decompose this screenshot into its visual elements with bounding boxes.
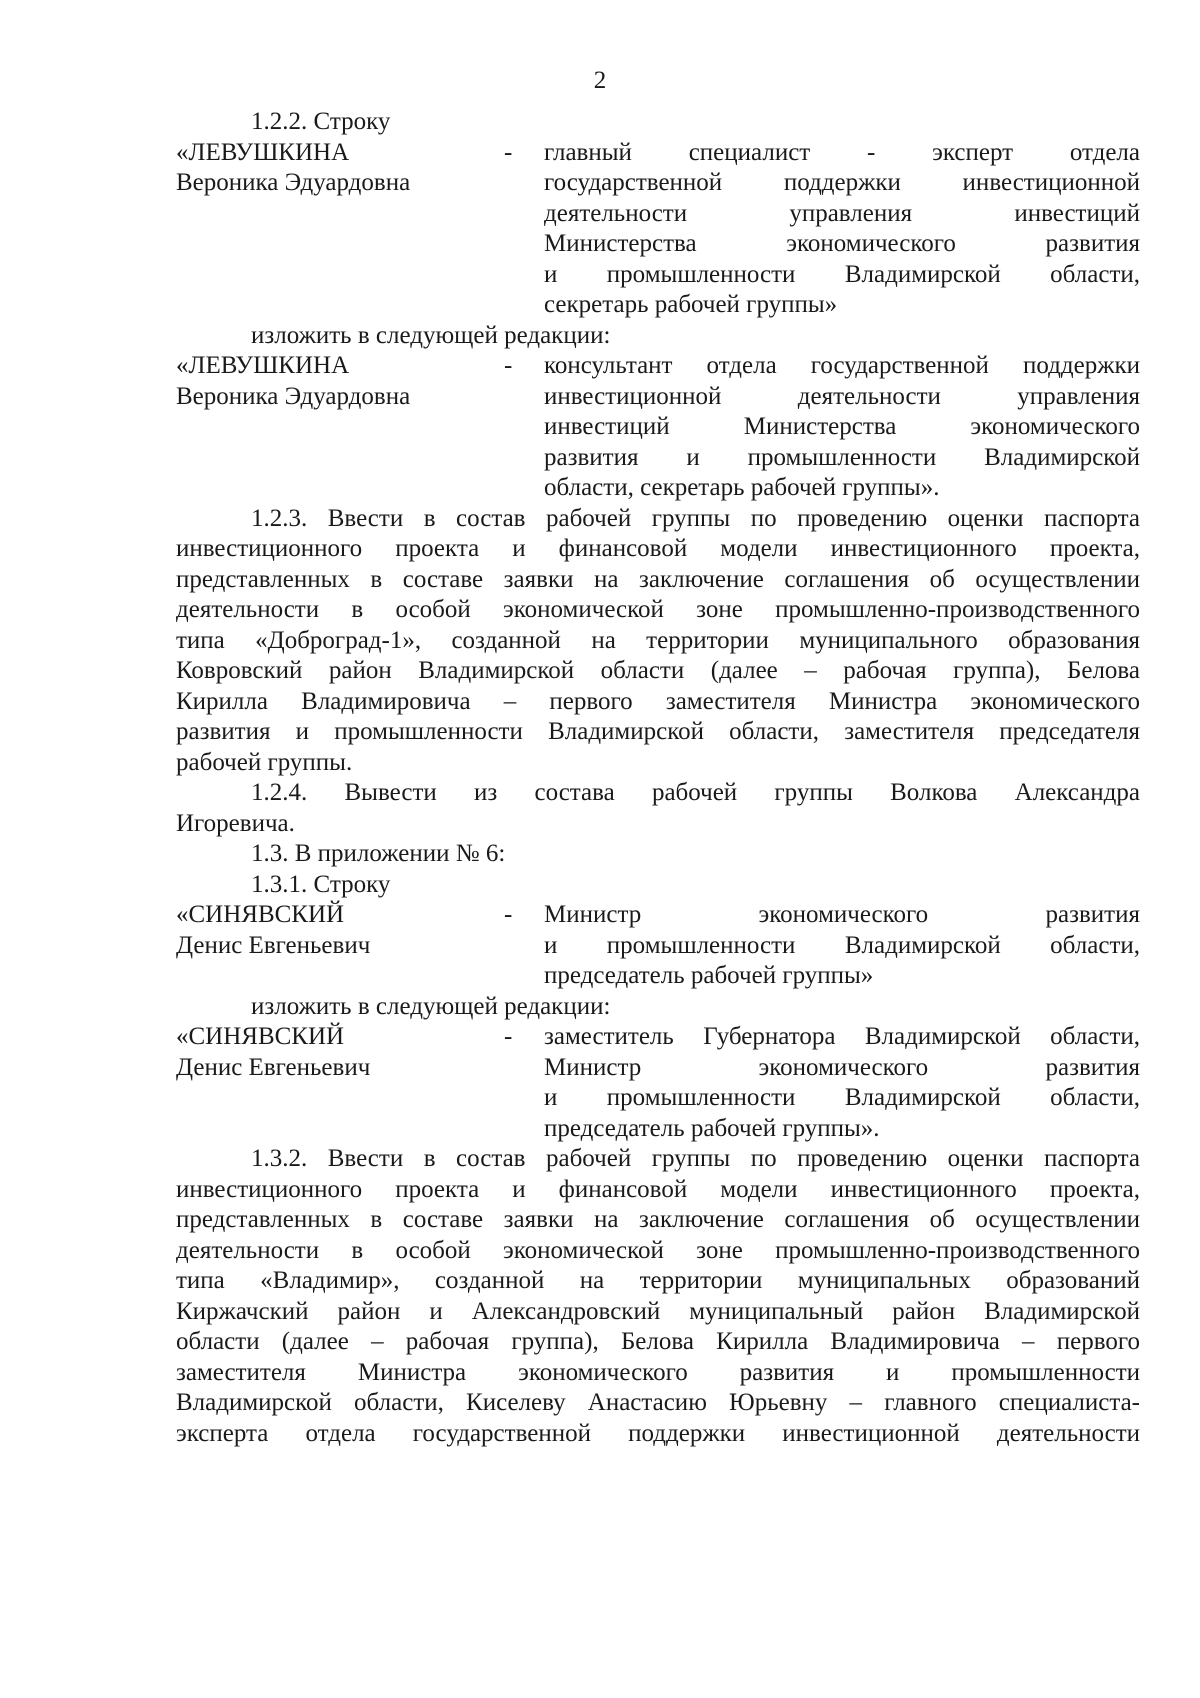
name-line: Вероника Эдуардовна (176, 169, 411, 196)
section-heading-1-2-2: 1.2.2. Строку (251, 108, 391, 135)
paragraph-line: 1.3.2. Ввести в состав рабочей группы по проведению оценки паспорта (251, 1145, 1140, 1172)
paragraph-line: заместителя Министра экономического развития и промышленности (176, 1358, 1140, 1386)
paragraph-line: типа «Доброград-1», созданной на территории муниципального образования (176, 626, 1140, 654)
old-entry-levushkina (176, 138, 1140, 321)
paragraph-line: 1.2.4. Вывести из состава рабочей группы Волкова Александра (251, 779, 1140, 806)
new-entry-sinyavsky (176, 1022, 1140, 1144)
paragraph-line: развития и промышленности Владимирской области, заместителя председателя (176, 718, 1140, 745)
position-description (544, 900, 1140, 992)
desc-line: Министерства экономического развития (544, 230, 1140, 257)
page-number: 2 (593, 67, 607, 94)
paragraph-line: рабочей группы. (176, 748, 353, 776)
desc-line: Министр экономического развития (544, 901, 1140, 928)
name-line: «СИНЯВСКИЙ (176, 1023, 345, 1050)
person-name (176, 351, 504, 504)
desc-line: председатель рабочей группы» (544, 962, 874, 989)
old-entry-sinyavsky (176, 900, 1140, 992)
paragraph-line: Игоревича. (176, 809, 295, 837)
desc-line: инвестиций Министерства экономического (544, 413, 1140, 440)
person-name (176, 138, 504, 321)
desc-line: председатель рабочей группы». (544, 1114, 880, 1142)
entry-dash: - (504, 138, 513, 166)
name-line: «СИНЯВСКИЙ (176, 901, 345, 928)
paragraph-line: Киржачский район и Александровский муниципальный район Владимирской (176, 1297, 1140, 1325)
desc-line: и промышленности Владимирской области, (544, 931, 1140, 959)
desc-line: государственной поддержки инвестиционной (544, 169, 1140, 196)
redaction-label: изложить в следующей редакции: (251, 321, 611, 349)
desc-line: и промышленности Владимирской области, (544, 1084, 1140, 1111)
document-body (176, 107, 1140, 1449)
entry-dash: - (504, 1023, 513, 1050)
desc-line: секретарь рабочей группы» (544, 291, 838, 318)
entry-dash: - (504, 901, 513, 928)
position-description (544, 351, 1140, 504)
paragraph-line: деятельности в особой экономической зоне промышленно-производственного (176, 1236, 1140, 1264)
desc-line: заместитель Губернатора Владимирской области, (544, 1023, 1140, 1050)
paragraph-line: Кирилла Владимировича – первого заместителя Министра экономического (176, 687, 1140, 715)
desc-line: главный специалист - эксперт отдела (544, 138, 1140, 166)
paragraph-line: Владимирской области, Киселеву Анастасию Юрьевну – главного специалиста- (176, 1389, 1140, 1416)
desc-line: развития и промышленности Владимирской (544, 443, 1140, 471)
desc-line: консультант отдела государственной поддержки (544, 352, 1140, 379)
paragraph-line: эксперта отдела государственной поддержки инвестиционной деятельности (176, 1419, 1140, 1447)
position-description (544, 1022, 1140, 1144)
paragraph-line: 1.2.3. Ввести в состав рабочей группы по проведению оценки паспорта (251, 504, 1140, 532)
paragraph-line: области (далее – рабочая группа), Белова Кирилла Владимировича – первого (176, 1328, 1140, 1355)
paragraph-line: Ковровский район Владимирской области (далее – рабочая группа), Белова (176, 657, 1140, 684)
name-line: Денис Евгеньевич (176, 931, 371, 959)
paragraph-line: деятельности в особой экономической зоне промышленно-производственного (176, 596, 1140, 623)
name-line: Вероника Эдуардовна (176, 382, 411, 410)
desc-line: области, секретарь рабочей группы». (544, 474, 940, 501)
paragraph-line: инвестиционного проекта и финансовой модели инвестиционного проекта, (176, 1175, 1140, 1203)
paragraph-line: представленных в составе заявки на заключение соглашения об осуществлении (176, 1206, 1140, 1233)
person-name (176, 1022, 504, 1144)
desc-line: деятельности управления инвестиций (544, 199, 1140, 227)
paragraph-1-2-3 (176, 504, 1140, 779)
paragraph-1-3-2 (176, 1144, 1140, 1449)
paragraph-line: типа «Владимир», созданной на территории муниципальных образований (176, 1267, 1140, 1294)
redaction-label: изложить в следующей редакции: (251, 992, 611, 1020)
new-entry-levushkina (176, 351, 1140, 504)
paragraph-line: инвестиционного проекта и финансовой модели инвестиционного проекта, (176, 535, 1140, 562)
name-line: «ЛЕВУШКИНА (176, 138, 350, 166)
desc-line: инвестиционной деятельности управления (544, 382, 1140, 410)
name-line: Денис Евгеньевич (176, 1053, 371, 1081)
section-heading-1-3: 1.3. В приложении № 6: (251, 840, 506, 867)
paragraph-1-2-4 (176, 778, 1140, 839)
paragraph-line: представленных в составе заявки на заключение соглашения об осуществлении (176, 565, 1140, 593)
section-heading-1-3-1: 1.3.1. Строку (251, 870, 391, 898)
desc-line: Министр экономического развития (544, 1053, 1140, 1081)
entry-dash: - (504, 352, 513, 379)
person-name (176, 900, 504, 992)
desc-line: и промышленности Владимирской области, (544, 260, 1140, 288)
name-line: «ЛЕВУШКИНА (176, 352, 350, 379)
position-description (544, 138, 1140, 321)
